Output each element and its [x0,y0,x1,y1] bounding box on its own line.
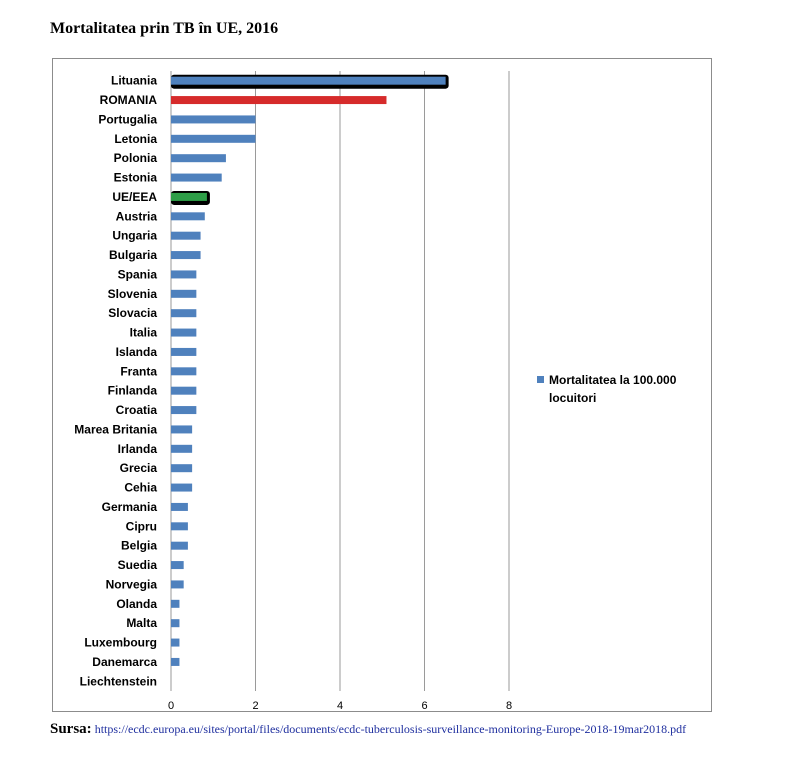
category-label: Norvegia [105,577,157,592]
category-label: Lituania [110,73,157,88]
bar [171,115,256,123]
x-tick-label: 4 [336,700,344,712]
bar [171,542,188,550]
category-label: Finlanda [107,383,157,398]
bar [171,367,196,375]
category-label: UE/EEA [112,189,157,204]
category-label: ROMANIA [99,93,157,108]
bar [171,348,196,356]
bar [171,212,205,220]
category-label: Spania [117,267,157,282]
category-label: Malta [126,616,157,631]
category-label: Slovenia [107,286,157,301]
bar [171,309,196,317]
category-label: Letonia [114,131,157,146]
category-label: Franta [120,364,157,379]
bar [171,658,179,666]
chart-frame [52,58,712,712]
bar [171,561,184,569]
legend [537,371,707,407]
category-label: Irlanda [117,441,157,456]
bar [171,406,196,414]
category-label: Olanda [116,596,157,611]
source-link[interactable]: https://ecdc.europa.eu/sites/portal/files/documents/ecdc-tuberculosis-surveillance-monitoring-Europe-2018-19mar2018.pdf [94,722,687,736]
legend-swatch [537,376,544,383]
category-label: Marea Britania [74,422,157,437]
source-label: Sursa: [50,721,92,737]
category-label: Luxembourg [84,635,157,650]
bar [171,580,184,588]
category-label: Estonia [113,170,157,185]
bar [171,174,222,182]
bar [171,484,192,492]
category-label: Polonia [113,151,157,166]
bar [171,503,188,511]
category-label: Ungaria [112,228,157,243]
x-tick-label: 8 [505,700,513,712]
category-label: Cipru [125,519,157,534]
category-label: Liechtenstein [79,674,157,689]
x-tick-label: 0 [167,700,175,712]
bar [171,251,201,259]
bar [171,290,196,298]
x-tick-label: 6 [421,700,428,712]
category-label: Belgia [120,538,157,553]
bar [171,619,179,627]
bar [171,522,188,530]
category-label: Italia [129,325,157,340]
bar [171,464,192,472]
bar [171,387,196,395]
bar [171,639,179,647]
category-label: Germania [101,499,157,514]
category-label: Suedia [117,558,157,573]
bar [171,193,207,201]
bar [171,329,196,337]
category-label: Cehia [124,480,157,495]
bar [171,232,201,240]
chart-title: Mortalitatea prin TB în UE, 2016 [50,20,279,37]
category-label: Slovacia [108,306,157,321]
category-label: Croatia [115,403,157,418]
bar [171,270,196,278]
bar [171,96,386,104]
bar [171,445,192,453]
source-note [50,722,780,737]
category-label: Grecia [119,461,157,476]
bar [171,77,446,85]
category-label: Portugalia [98,112,157,127]
bar [171,154,226,162]
category-label: Bulgaria [108,248,157,263]
category-label: Islanda [115,344,157,359]
category-label: Danemarca [92,654,157,669]
bar [171,600,179,608]
legend-label: Mortalitatea la 100.000 locuitori [549,373,677,405]
bar [171,425,192,433]
category-label: Austria [115,209,157,224]
bar [171,135,256,143]
x-tick-label: 2 [252,700,259,712]
